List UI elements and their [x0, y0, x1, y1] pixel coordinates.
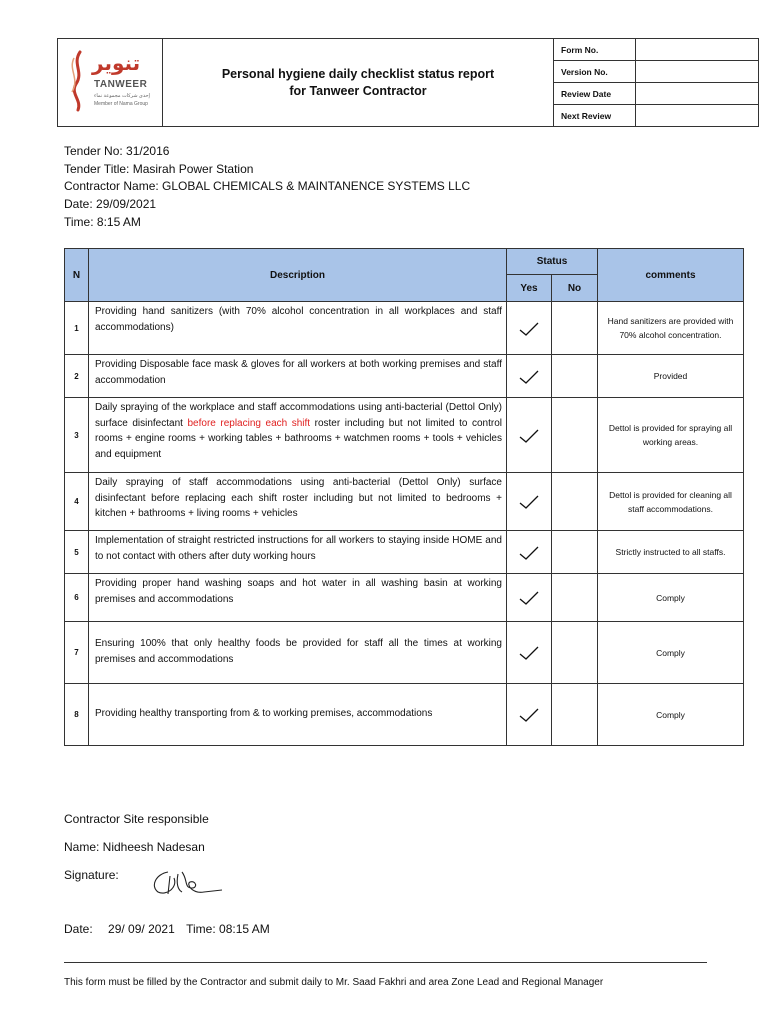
meta-value: [636, 61, 758, 82]
report-date: Date: 29/09/2021: [64, 197, 157, 212]
yes-cell: [507, 531, 552, 574]
no-cell: [552, 574, 598, 622]
table-row: [65, 574, 744, 622]
row-description: Providing Disposable face mask & gloves for all workers at both working premises and staff accommodation: [89, 355, 507, 398]
contractor-name: Contractor Name: GLOBAL CHEMICALS & MAINTANENCE SYSTEMS LLC: [64, 179, 471, 194]
yes-cell: [507, 302, 552, 355]
row-number: 5: [65, 531, 89, 574]
header-n: N: [65, 249, 89, 302]
signature-date-line: [64, 922, 270, 936]
table-row: [65, 398, 744, 473]
checkmark-icon: [518, 428, 540, 444]
row-number: 8: [65, 684, 89, 746]
row-number: 4: [65, 473, 89, 531]
responsible-name: Name: Nidheesh Nadesan: [64, 840, 205, 854]
signature-image: [148, 866, 228, 900]
row-comment: Strictly instructed to all staffs.: [598, 531, 744, 574]
signature-label: Signature:: [64, 868, 119, 882]
yes-cell: [507, 574, 552, 622]
highlighted-text: before replacing each shift: [187, 417, 311, 429]
document-header: [57, 38, 759, 127]
row-comment: Provided: [598, 355, 744, 398]
no-cell: [552, 622, 598, 684]
logo-name: TANWEER: [94, 79, 148, 90]
table-row: [65, 622, 744, 684]
meta-row: [554, 83, 758, 105]
row-description: Providing proper hand washing soaps and hot water in all washing basin at working premises and accommodations: [89, 574, 507, 622]
table-row: [65, 355, 744, 398]
checkmark-icon: [518, 369, 540, 385]
row-number: 7: [65, 622, 89, 684]
tender-title: Tender Title: Masirah Power Station: [64, 161, 254, 176]
row-description: Daily spraying of staff accommodations using anti-bacterial (Dettol Only) surface disinfectant before replacing each shift roster including but not limited to bedrooms + kitchen + bathrooms + living rooms + vehicles: [89, 473, 507, 531]
row-description: Ensuring 100% that only healthy foods be provided for staff all the times at working premises and accommodations: [89, 622, 507, 684]
row-number: 2: [65, 355, 89, 398]
header-description: Description: [89, 249, 507, 302]
date-label: Date:: [64, 922, 93, 936]
date-value: 29/ 09/ 2021: [108, 922, 175, 936]
form-meta-table: [554, 39, 758, 126]
yes-cell: [507, 473, 552, 531]
row-description: Implementation of straight restricted instructions for all workers to staying inside HOME and to not contact with others after duty working hours: [89, 531, 507, 574]
meta-label: Form No.: [554, 39, 636, 60]
meta-row: [554, 105, 758, 126]
checkmark-icon: [518, 321, 540, 337]
row-comment: Dettol is provided for spraying all working areas.: [598, 398, 744, 473]
meta-value: [636, 83, 758, 104]
company-logo: [58, 39, 163, 126]
checkmark-icon: [518, 707, 540, 723]
logo-subtitle: Member of Nama Group: [94, 101, 148, 107]
meta-label: Next Review: [554, 105, 636, 126]
report-time: Time: 8:15 AM: [64, 214, 141, 229]
time-label: Time:: [186, 922, 216, 936]
no-cell: [552, 398, 598, 473]
table-row: [65, 473, 744, 531]
document-title: [163, 39, 554, 126]
meta-label: Version No.: [554, 61, 636, 82]
checklist-table: [64, 248, 744, 746]
description-text: roster including but not limited to control rooms + engine rooms + working tables + bathrooms + watchmen rooms + tools + vehicles and equipment: [95, 417, 503, 460]
row-comment: Comply: [598, 622, 744, 684]
table-row: [65, 531, 744, 574]
site-responsible-label: Contractor Site responsible: [64, 812, 209, 826]
yes-cell: [507, 622, 552, 684]
title-line-2: for Tanweer Contractor: [289, 83, 427, 98]
no-cell: [552, 684, 598, 746]
no-cell: [552, 302, 598, 355]
table-row: [65, 302, 744, 355]
divider-line: [64, 962, 707, 963]
yes-cell: [507, 684, 552, 746]
meta-value: [636, 39, 758, 60]
meta-label: Review Date: [554, 83, 636, 104]
row-number: 1: [65, 302, 89, 355]
meta-row: [554, 61, 758, 83]
checkmark-icon: [518, 545, 540, 561]
meta-row: [554, 39, 758, 61]
no-cell: [552, 473, 598, 531]
logo-swirl-icon: [66, 48, 90, 114]
row-description: [89, 398, 507, 473]
checkmark-icon: [518, 645, 540, 661]
yes-cell: [507, 355, 552, 398]
logo-arabic-text: تنوير: [92, 51, 141, 75]
time-value: 08:15 AM: [219, 922, 270, 936]
header-comments: comments: [598, 249, 744, 302]
row-comment: Comply: [598, 574, 744, 622]
row-number: 3: [65, 398, 89, 473]
checkmark-icon: [518, 590, 540, 606]
row-number: 6: [65, 574, 89, 622]
header-status: Status: [507, 249, 598, 275]
yes-cell: [507, 398, 552, 473]
tender-info: [64, 143, 470, 232]
header-no: No: [552, 275, 598, 302]
no-cell: [552, 531, 598, 574]
table-row: [65, 684, 744, 746]
tender-no: Tender No: 31/2016: [64, 144, 170, 158]
no-cell: [552, 355, 598, 398]
description-text: Daily spraying of the workplace and staff accommodations using anti-bacterial (Dettol Only) surface disinfectant: [95, 402, 502, 429]
title-line-1: Personal hygiene daily checklist status report: [221, 66, 495, 81]
row-comment: Dettol is provided for cleaning all staff accommodations.: [598, 473, 744, 531]
logo-subtitle-arabic: إحدى شركات مجموعة نماء: [94, 93, 150, 99]
row-comment: Hand sanitizers are provided with 70% alcohol concentration.: [598, 302, 744, 355]
row-comment: Comply: [598, 684, 744, 746]
row-description: Providing hand sanitizers (with 70% alcohol concentration in all workplaces and staff accommodations): [89, 302, 507, 355]
header-yes: Yes: [507, 275, 552, 302]
row-description: Providing healthy transporting from & to working premises, accommodations: [89, 684, 507, 746]
footer-note: This form must be filled by the Contractor and submit daily to Mr. Saad Fakhri and area Zone Lead and Regional Manager: [64, 977, 604, 988]
checkmark-icon: [518, 494, 540, 510]
meta-value: [636, 105, 758, 126]
